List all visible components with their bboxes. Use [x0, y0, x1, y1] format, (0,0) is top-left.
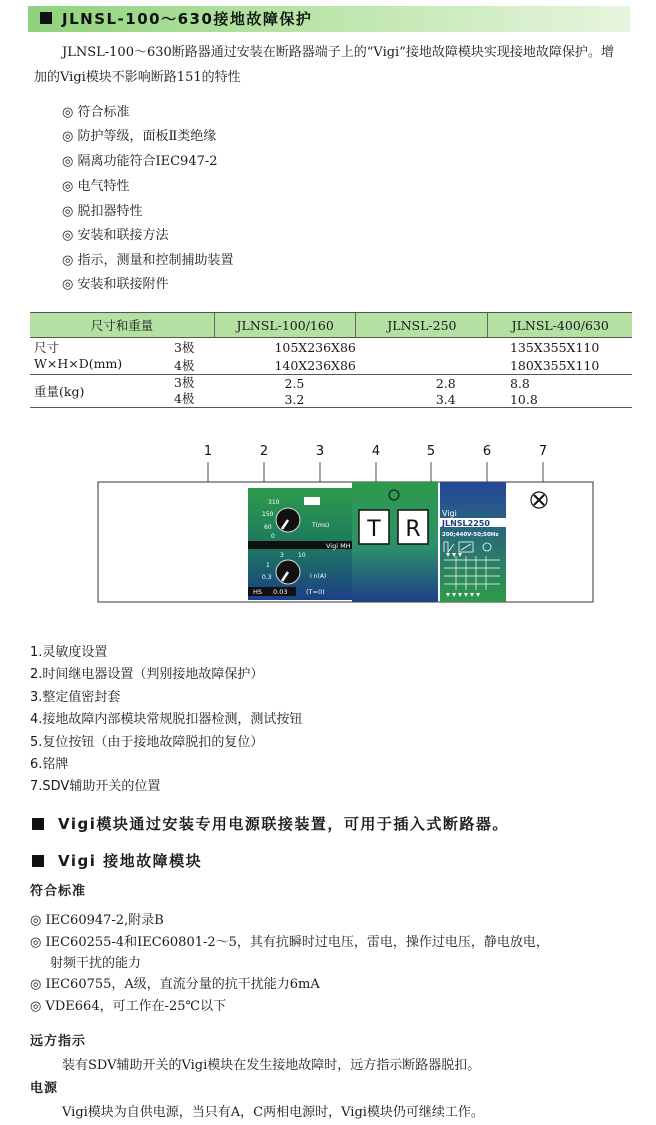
table-cell: 10.8	[488, 391, 632, 408]
remote-indication-text: 装有SDV辅助开关的Vigi模块在发生接地故障时，远方指示断路器脱扣。	[62, 1058, 481, 1073]
standard-item: ◎ IEC60255-4和IEC60801-2～5，其有抗瞬时过电压，雷电，操作过电压，静电放电，	[30, 935, 549, 950]
size-weight-table	[30, 312, 632, 408]
table-cell: 105X236X86	[214, 338, 355, 357]
power-supply-title: 电源	[30, 1081, 59, 1096]
feature-item: ◎ 指示，测量和控制捕助装置	[62, 253, 234, 268]
feature-item: ◎ 电气特性	[62, 179, 130, 194]
header-bullet-square	[40, 12, 52, 24]
heading-bullet-square	[32, 855, 44, 867]
component-item: 5.复位按钮（由于接地故障脱扣的复位）	[30, 735, 264, 750]
callout-number: 7	[538, 444, 548, 459]
standard-item-continued: 射频干扰的能力	[50, 956, 142, 971]
callout-number: 3	[315, 444, 325, 459]
dial-tick: 150	[262, 511, 274, 518]
pole-label: 4极	[173, 391, 195, 406]
table-header-cell: JLNSL-100/160	[214, 313, 355, 338]
feature-item: ◎ 安装和联接方法	[62, 228, 169, 243]
vigi-module-heading-text: Vigi 接地故障模块	[58, 852, 203, 870]
standards-title: 符合标准	[30, 884, 87, 899]
table-cell: 3.4	[356, 391, 488, 408]
hs-value: 0.03	[273, 588, 288, 596]
standard-item: ◎ IEC60755，A级，直流分量的抗干扰能力6mA	[30, 977, 320, 992]
callout-number: 4	[371, 444, 381, 459]
table-cell	[30, 338, 214, 357]
pole-label: 3极	[173, 375, 195, 390]
vigi-supply-heading	[32, 813, 509, 834]
table-header-cell: JLNSL-400/630	[488, 313, 632, 338]
dial-tick: 60	[264, 524, 272, 531]
seal-cover	[304, 497, 320, 505]
nameplate-rating: 200;440V-50;50Hz	[442, 532, 499, 538]
standard-item: ◎ IEC60947-2,附录B	[30, 913, 164, 928]
feature-item: ◎ 安装和联接附件	[62, 277, 169, 292]
nameplate-brand: Vigi	[442, 509, 457, 518]
vigi-mh-label: Vigi MH	[326, 542, 351, 550]
callout-number: 6	[482, 444, 492, 459]
component-item: 4.接地故障内部模块常规脱扣器检测，测试按钮	[30, 712, 303, 727]
dial-unit: I n(A)	[310, 573, 327, 580]
callout-number: 2	[259, 444, 269, 459]
component-item: 1.灵敏度设置	[30, 645, 108, 660]
size-label: 尺寸	[34, 340, 60, 355]
vigi-module-diagram	[30, 440, 626, 610]
dial-tick: 310	[268, 499, 280, 506]
component-item: 7.SDV辅助开关的位置	[30, 779, 161, 794]
component-item: 3.整定值密封套	[30, 690, 121, 705]
vigi-supply-heading-text: Vigi模块通过安装专用电源联接装置，可用于插入式断路器。	[58, 815, 509, 833]
size-unit-label: W×H×D(mm)	[34, 356, 123, 371]
test-button-label: T	[367, 517, 381, 542]
nameplate-model: JLNSL2250	[442, 519, 490, 528]
feature-item: ◎ 符合标准	[62, 105, 130, 120]
intro-paragraph: JLNSL-100～630断路器通过安装在断路器端子上的“Vigi”接地故障模块实现接地故障保护。增加的Vigi模块不影响断路151的特性	[34, 45, 614, 85]
dial-tick: 1	[266, 562, 270, 569]
weight-label: 重量(kg)	[34, 384, 85, 399]
table-cell: 3.2	[214, 391, 355, 408]
standard-item: ◎ VDE664，可工作在-25℃以下	[30, 999, 227, 1014]
table-cell: 8.8	[488, 375, 632, 392]
heading-bullet-square	[32, 818, 44, 830]
power-supply-text: Vigi模块为自供电源，当只有A，C两相电源时，Vigi模块仍可继续工作。	[62, 1105, 484, 1120]
table-cell: 135X355X110	[488, 338, 632, 357]
callout-number: 5	[426, 444, 436, 459]
table-row	[30, 375, 632, 392]
feature-item: ◎ 防护等级，面板Ⅱ类绝缘	[62, 129, 217, 144]
hs-label: HS	[253, 588, 263, 596]
table-cell: 180X355X110	[509, 357, 600, 373]
table-cell: 140X236X86	[274, 357, 356, 373]
vigi-module-heading	[32, 850, 202, 871]
table-cell	[30, 375, 214, 408]
table-row	[30, 338, 632, 357]
table-header-cell: 尺寸和重量	[30, 313, 214, 338]
remote-indication-title: 远方指示	[30, 1034, 87, 1049]
table-row	[30, 356, 632, 375]
dial-unit: T(ms)	[312, 522, 330, 529]
component-item: 6.铭牌	[30, 757, 69, 772]
feature-item: ◎ 隔离功能符合IEC947-2	[62, 154, 218, 169]
component-item: 2.时间继电器设置（判别接地故障保护）	[30, 667, 264, 682]
table-header-row	[30, 313, 632, 338]
t0-label: (T=0)	[306, 588, 325, 596]
feature-item: ◎ 脱扣器特性	[62, 204, 143, 219]
pole-label: 3极	[173, 340, 195, 355]
pole-label: 4极	[173, 358, 195, 373]
table-cell: 2.5	[214, 375, 355, 392]
dial-tick: 10	[298, 552, 306, 559]
dial-tick: 0.3	[262, 574, 272, 581]
table-cell	[30, 356, 214, 375]
section-title: JLNSL-100～630接地故障保护	[62, 10, 313, 28]
table-cell	[356, 338, 488, 357]
reset-button-label: R	[405, 517, 421, 542]
dial-tick: 3	[280, 552, 284, 559]
table-cell: 2.8	[356, 375, 488, 392]
callout-number: 1	[203, 444, 213, 459]
dial-tick: 0	[271, 533, 275, 540]
table-cell	[356, 356, 488, 375]
table-header-cell: JLNSL-250	[356, 313, 488, 338]
